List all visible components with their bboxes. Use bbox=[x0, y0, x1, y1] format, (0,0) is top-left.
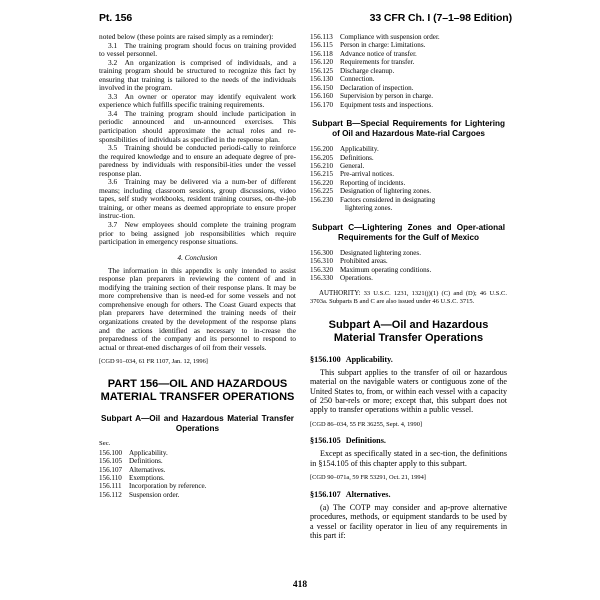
appendix-paragraph: 3.1 The training program should focus on training provided to vessel personnel. bbox=[99, 40, 296, 59]
toc-subpart-b bbox=[310, 145, 507, 213]
section-number: §156.105 bbox=[310, 436, 341, 446]
toc-entry-title: General. bbox=[340, 161, 365, 170]
toc-entry-number: 156.215 bbox=[310, 170, 334, 179]
toc-entry-number: 156.112 bbox=[99, 490, 122, 499]
subpart-b-heading: Subpart B—Special Requirements for Lightering of Oil and Hazardous Mate-rial Cargoes bbox=[312, 119, 505, 139]
section-number: §156.107 bbox=[310, 489, 341, 499]
section-title: Definitions. bbox=[345, 436, 386, 446]
toc-entry[interactable] bbox=[310, 145, 507, 153]
toc-subpart-c bbox=[310, 249, 507, 283]
toc-entry-title: Maximum operating conditions. bbox=[340, 265, 432, 274]
toc-entry[interactable] bbox=[99, 491, 296, 499]
toc-entry-number: 156.230 bbox=[310, 195, 334, 204]
toc-entry-title: Prohibited areas. bbox=[340, 257, 388, 266]
part-title-line-1: PART 156—OIL AND HAZARDOUS bbox=[107, 377, 288, 390]
page-number: 418 bbox=[292, 580, 308, 590]
source-citation: [CGD 90–071a, 59 FR 53291, Oct. 21, 1994] bbox=[310, 474, 426, 482]
toc-entry-number: 156.310 bbox=[310, 257, 334, 266]
toc-entry-title: Factors considered in designating bbox=[340, 195, 436, 204]
authority-label: AUTHORITY: bbox=[319, 289, 361, 297]
section-heading-156-100 bbox=[310, 355, 507, 365]
part-title bbox=[99, 378, 296, 404]
toc-entry[interactable] bbox=[310, 162, 507, 170]
toc-entry[interactable] bbox=[310, 179, 507, 187]
toc-entry[interactable] bbox=[99, 474, 296, 482]
toc-entry[interactable] bbox=[310, 101, 507, 109]
toc-entry-title: Compliance with suspension order. bbox=[340, 33, 440, 41]
toc-entry[interactable] bbox=[310, 67, 507, 75]
toc-entry[interactable] bbox=[310, 266, 507, 274]
section-body-156-105: Except as specifically stated in a sec-tion, the definitions in §154.105 of this chapter apply to this subpart. bbox=[310, 449, 507, 468]
appendix-paragraph: 3.5 Training should be conducted periodi-cally to reinforce the required knowledge and to ensure an adequate degree of pre-paredness by individuals with responsibil-ities under the vessel response plan. bbox=[99, 143, 296, 178]
authority-note bbox=[310, 290, 507, 306]
toc-entry-number: 156.225 bbox=[310, 187, 334, 196]
toc-subpart-a-continued bbox=[310, 33, 507, 109]
running-head bbox=[99, 12, 512, 24]
toc-entry-title: Equipment tests and inspections. bbox=[340, 100, 433, 109]
toc-entry-number: 156.300 bbox=[310, 248, 334, 257]
source-citation: [CGD 86–034, 55 FR 36255, Sept. 4, 1990] bbox=[310, 420, 423, 428]
toc-entry-title: Discharge cleanup. bbox=[340, 66, 395, 75]
toc-entry[interactable] bbox=[310, 274, 507, 282]
section-heading-156-105 bbox=[310, 436, 507, 446]
toc-entry[interactable] bbox=[310, 41, 507, 49]
toc-entry-number: 156.115 bbox=[310, 41, 333, 50]
toc-entry[interactable] bbox=[99, 457, 296, 465]
toc-entry-number: 156.220 bbox=[310, 178, 334, 187]
toc-entry-title: Exemptions. bbox=[129, 474, 165, 482]
toc-entry-number: 156.210 bbox=[310, 161, 334, 170]
toc-entry-number: 156.105 bbox=[99, 457, 123, 466]
toc-entry-title: Reporting of incidents. bbox=[340, 178, 406, 187]
toc-entry-number: 156.110 bbox=[99, 474, 122, 482]
toc-entry-title: Applicability. bbox=[129, 448, 168, 457]
toc-entry-number: 156.205 bbox=[310, 153, 334, 162]
appendix-paragraph: 3.3 An owner or operator may identify equivalent work experience which fulfills specific training requirements. bbox=[99, 91, 296, 110]
toc-entry[interactable] bbox=[310, 92, 507, 100]
toc-entry[interactable] bbox=[310, 257, 507, 265]
subpart-c-heading: Subpart C—Lightering Zones and Oper-ational Requirements for the Gulf of Mexico bbox=[312, 222, 505, 242]
toc-entry-title: Supervision by person in charge. bbox=[340, 92, 434, 101]
toc-entry-number: 156.118 bbox=[310, 49, 333, 58]
toc-entry-number: 156.125 bbox=[310, 66, 334, 75]
toc-entry[interactable] bbox=[310, 249, 507, 257]
source-citation: [CGD 91–034, 61 FR 1107, Jan. 12, 1996] bbox=[99, 358, 208, 366]
toc-entry[interactable] bbox=[99, 482, 296, 490]
toc-entry-title: Alternatives. bbox=[129, 465, 166, 474]
toc-entry[interactable] bbox=[310, 58, 507, 66]
toc-entry-number: 156.120 bbox=[310, 58, 334, 67]
toc-entry-number: 156.100 bbox=[99, 448, 123, 457]
section-body-156-100: This subpart applies to the transfer of oil or hazardous material on the navigable waters or contiguous zone of the United States to, from, or within each vessel with a capacity of 250 bar-rels or more; except that, this subpart does not apply to transfer operations within a public vessel. bbox=[310, 367, 507, 415]
conclusion-paragraph: The information in this appendix is only intended to assist response plan preparers in reviewing the content of and in modifying the training section of their response plans. It may be more comprehensive than is need-ed for some vessels and not comprehensive enough for others. The Coast Guard expects that plan preparers have determined the training needs of their organizations created by the development of the response plans and the actions identified as necessary to in-crease the preparedness of the company and its personnel to respond to actual or threat-ened discharges of oil from their vessels. bbox=[99, 265, 296, 352]
toc-entry-title: Designation of lightering zones. bbox=[340, 187, 432, 196]
toc-entry-title: Suspension order. bbox=[129, 490, 180, 499]
toc-entry-title: Definitions. bbox=[340, 153, 374, 162]
subpart-a-title bbox=[310, 319, 507, 346]
subpart-a-title-line-2: Material Transfer Operations bbox=[333, 332, 484, 345]
toc-entry[interactable] bbox=[310, 187, 507, 195]
toc-entry-number: 156.200 bbox=[310, 145, 334, 154]
two-column-body bbox=[99, 33, 512, 540]
toc-entry-title: Designated lightering zones. bbox=[340, 248, 421, 257]
running-head-left: Pt. 156 bbox=[99, 12, 133, 24]
toc-entry-number: 156.111 bbox=[99, 482, 122, 491]
left-column bbox=[99, 33, 296, 499]
toc-entry-title: Applicability. bbox=[340, 145, 379, 154]
toc-entry-number: 156.330 bbox=[310, 274, 334, 283]
toc-entry[interactable] bbox=[99, 449, 296, 457]
appendix-paragraph: noted below (these points are raised simply as a reminder): bbox=[99, 32, 274, 41]
toc-entry-title-continued: lightering zones. bbox=[345, 204, 393, 213]
part-title-line-2: MATERIAL TRANSFER OPERATIONS bbox=[100, 390, 295, 403]
toc-entry-title: Person in charge: Limitations. bbox=[340, 41, 426, 50]
conclusion-heading: 4. Conclusion bbox=[177, 253, 218, 262]
right-column bbox=[310, 33, 507, 540]
sec-label: Sec. bbox=[99, 439, 111, 447]
running-head-right: 33 CFR Ch. I (7–1–98 Edition) bbox=[369, 12, 512, 24]
section-body-156-107: (a) The COTP may consider and ap-prove alternative procedures, methods, or equipment standards to be used by a vessel or facility operator in lieu of any requirements in this part if: bbox=[310, 502, 507, 540]
toc-entry-number: 156.113 bbox=[310, 33, 333, 41]
appendix-paragraph: 3.6 Training may be delivered via a num-ber of different means; including classroom sessions, group discussions, video tapes, self study workbooks, resident training courses, on-the-job training, or other means as deemed appropriate to ensure proper instruc-tion. bbox=[99, 177, 296, 221]
toc-entry-title: Incorporation by reference. bbox=[129, 482, 207, 491]
toc-subpart-a bbox=[99, 449, 296, 500]
subpart-a-heading: Subpart A—Oil and Hazardous Material Transfer Operations bbox=[101, 413, 294, 433]
section-number: §156.100 bbox=[310, 354, 341, 364]
toc-entry-title: Pre-arrival notices. bbox=[340, 170, 394, 179]
toc-entry-title: Declaration of inspection. bbox=[340, 83, 414, 92]
toc-entry-title: Requirements for transfer. bbox=[340, 58, 415, 67]
toc-entry[interactable] bbox=[310, 154, 507, 162]
toc-entry[interactable] bbox=[310, 84, 507, 92]
section-title: Alternatives. bbox=[345, 489, 391, 499]
toc-entry-number: 156.320 bbox=[310, 265, 334, 274]
toc-entry[interactable] bbox=[99, 466, 296, 474]
appendix-paragraph: 3.7 New employees should complete the training program prior to being assigned job responsibilities which require participation in emergency response situations. bbox=[99, 220, 296, 247]
toc-entry-number: 156.107 bbox=[99, 465, 123, 474]
toc-entry[interactable] bbox=[310, 196, 507, 204]
subpart-a-title-line-1: Subpart A—Oil and Hazardous bbox=[328, 318, 489, 331]
toc-entry[interactable] bbox=[310, 33, 507, 41]
toc-entry-title: Advance notice of transfer. bbox=[340, 49, 417, 58]
toc-entry-number: 156.150 bbox=[310, 83, 334, 92]
toc-entry-title: Definitions. bbox=[129, 457, 163, 466]
authority-text: 33 U.S.C. 1231, 1321(j)(1) (C) and (D); 46 U.S.C. 3703a. Subparts B and C are also issued under 46 U.S.C. 3715. bbox=[310, 289, 507, 305]
toc-entry-number: 156.160 bbox=[310, 92, 334, 101]
toc-entry[interactable] bbox=[310, 50, 507, 58]
toc-entry-title: Connection. bbox=[340, 75, 375, 84]
appendix-paragraph: 3.4 The training program should include participation in periodic announced and un-announced exercises. This participation should approximate the actual roles and re-sponsibilities of individuals as specified in the response plan. bbox=[99, 108, 296, 144]
appendix-paragraph: 3.2 An organization is comprised of individuals, and a training program should be structured to recognize this fact by ensuring that training is tailored to the needs of the individuals involved in the program. bbox=[99, 57, 296, 93]
toc-entry-title: Operations. bbox=[340, 274, 373, 283]
toc-entry-number: 156.130 bbox=[310, 75, 334, 84]
toc-entry[interactable] bbox=[310, 75, 507, 83]
section-heading-156-107 bbox=[310, 490, 507, 500]
toc-entry-number: 156.170 bbox=[310, 100, 334, 109]
toc-entry[interactable] bbox=[310, 170, 507, 178]
section-title: Applicability. bbox=[345, 354, 393, 364]
